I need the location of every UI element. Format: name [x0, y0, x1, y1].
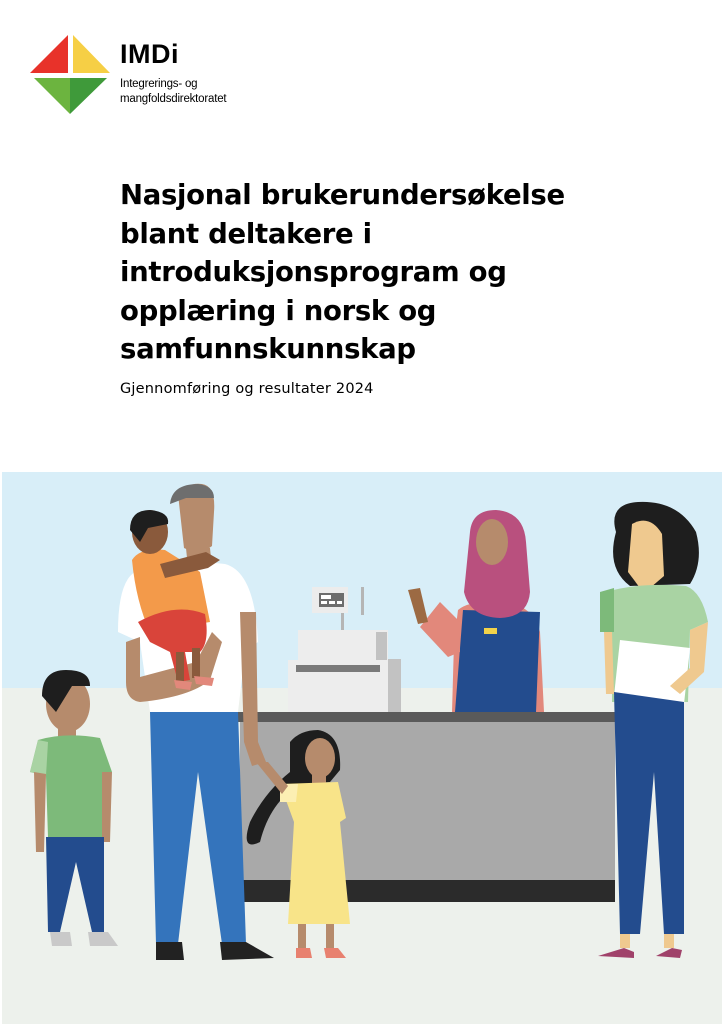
logo-subtitle — [120, 77, 226, 107]
logo-red-triangle — [30, 35, 68, 73]
cover-illustration — [0, 472, 725, 1024]
logo-subtitle-line: Integrerings- og — [120, 78, 198, 90]
document-title — [120, 176, 680, 369]
title-line: blant deltakere i — [120, 217, 372, 250]
logo-yellow-triangle — [73, 35, 110, 73]
title-line: introduksjonsprogram og — [120, 256, 507, 288]
logo-name: IMDi — [120, 39, 179, 69]
title-line: opplæring i norsk og — [120, 294, 437, 327]
logo-green-light-triangle — [34, 78, 70, 114]
title-line: samfunnskunnskap — [120, 333, 416, 365]
logo-green-dark-triangle — [70, 78, 107, 114]
title-line: Nasjonal brukerundersøkelse — [120, 179, 565, 211]
logo-subtitle-line: mangfoldsdirektoratet — [120, 93, 227, 105]
imdi-logo — [30, 33, 245, 115]
document-subtitle: Gjennomføring og resultater 2024 — [120, 381, 374, 397]
imdi-diamond-logo-icon — [30, 33, 110, 115]
